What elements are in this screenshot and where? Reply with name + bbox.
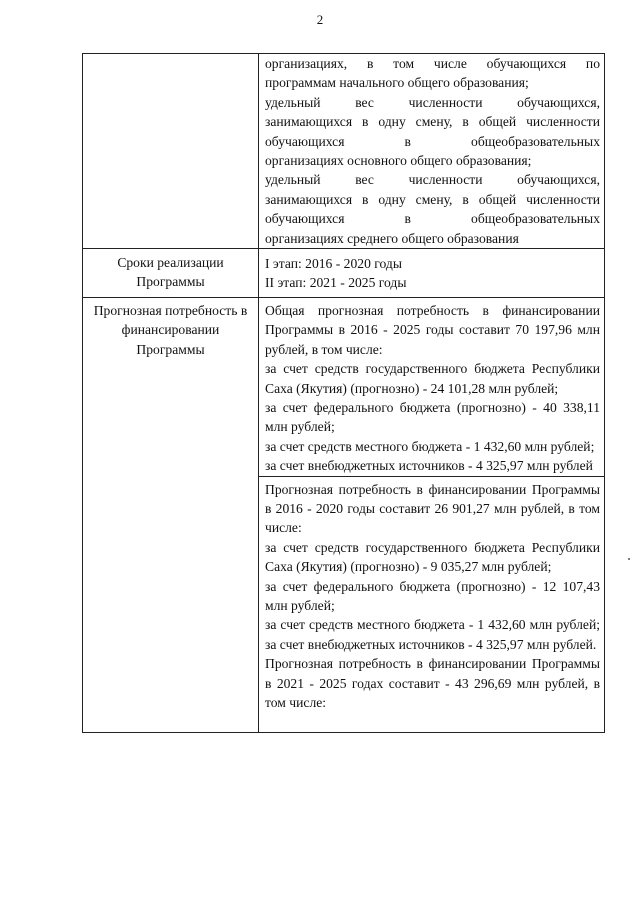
indicator-line: удельный вес численности обучающихся,	[265, 94, 600, 110]
indicators-label-cell	[83, 54, 259, 249]
terms-content-cell	[259, 249, 605, 298]
indicator-line: обучающихся в общеобразовательных	[265, 211, 600, 227]
indicators-content-cell	[259, 54, 605, 249]
stage-2-text: II этап: 2021 - 2025 годы	[265, 275, 407, 291]
indicator-line: занимающихся в одну смену, в общей численности	[265, 191, 600, 207]
financing-label: Прогнозная потребность в финансировании Программы	[83, 297, 259, 733]
financing-total-paragraph: за счет средств государственного бюджета Республики Саха (Якутия) (прогнозно) - 24 101,28 млн рублей;	[265, 361, 600, 396]
indicator-line: удельный вес численности обучающихся,	[265, 172, 600, 188]
indicator-line: программам начального общего образования;	[265, 75, 529, 91]
stage-1-text: I этап: 2016 - 2020 годы	[265, 256, 402, 272]
financing-stage-paragraph: Прогнозная потребность в финансировании Программы в 2021 - 2025 годах составит - 43 296,69 млн рублей, в том числе:	[265, 656, 600, 710]
indicator-line: организациях среднего общего образования	[265, 230, 519, 246]
page-number: 2	[316, 12, 324, 27]
financing-stage-paragraph: Прогнозная потребность в финансировании Программы в 2016 - 2020 годы составит 26 901,27 млн рублей, в том числе:	[265, 481, 600, 536]
financing-stage-paragraph: за счет средств местного бюджета - 1 432,60 млн рублей; за счет внебюджетных источников - 4 325,97 млн рублей.	[265, 617, 600, 652]
indicator-line: обучающихся в общеобразовательных	[265, 133, 600, 149]
indicator-line: занимающихся в одну смену, в общей численности	[265, 114, 600, 130]
financing-total-cell	[259, 297, 605, 476]
indicator-line: организациях, в том числе обучающихся по	[265, 56, 600, 71]
financing-stage-paragraph: за счет средств государственного бюджета Республики Саха (Якутия) (прогнозно) - 9 035,27 млн рублей;	[265, 539, 600, 575]
passport-table	[82, 53, 605, 733]
table-row-financing	[83, 297, 605, 476]
financing-total-paragraph: Общая прогнозная потребность в финансировании Программы в 2016 - 2025 годы составит 70 197,96 млн рублей, в том числе:	[265, 302, 600, 357]
table-row-indicators	[83, 54, 605, 249]
terms-label: Сроки реализации Программы	[83, 249, 259, 298]
scan-speck	[628, 558, 630, 560]
indicator-line: организациях основного общего образования;	[265, 153, 532, 169]
financing-stages-cell	[259, 476, 605, 733]
financing-total-paragraph: за счет федерального бюджета (прогнозно) - 40 338,11 млн рублей;	[265, 399, 600, 435]
financing-stage-paragraph: за счет федерального бюджета (прогнозно) - 12 107,43 млн рублей;	[265, 578, 600, 613]
financing-total-paragraph: за счет внебюджетных источников - 4 325,97 млн рублей	[265, 458, 593, 474]
table-row-terms	[83, 249, 605, 298]
financing-total-paragraph: за счет средств местного бюджета - 1 432,60 млн рублей;	[265, 438, 595, 454]
